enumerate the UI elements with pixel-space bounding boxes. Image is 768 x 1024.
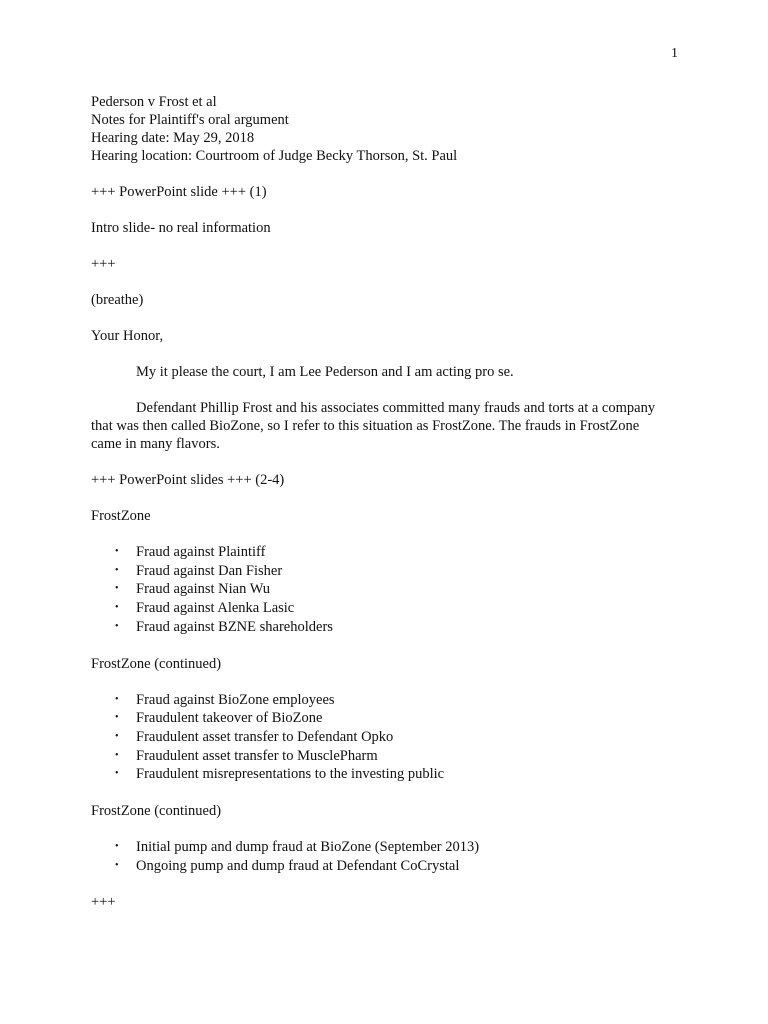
salutation: Your Honor, (91, 328, 164, 344)
section-marker-end: +++ (91, 894, 116, 911)
page-number: 1 (671, 46, 678, 61)
breathe-note: (breathe) (91, 292, 144, 308)
list-item: • Fraudulent takeover of BioZone (115, 710, 323, 727)
intro-slide-note: Intro slide- no real information (91, 220, 271, 236)
bullet-icon: • (115, 546, 119, 557)
list-item: • Ongoing pump and dump fraud at Defendant CoCrystal (115, 857, 460, 874)
list-item: • Initial pump and dump fraud at BioZone (September 2013) (115, 839, 480, 856)
section-marker: +++ (91, 256, 116, 272)
bullet-list (91, 838, 691, 875)
list-item: • Fraud against Alenka Lasic (115, 600, 295, 617)
list-item: • Fraudulent asset transfer to Defendant Opko (115, 728, 394, 745)
bullet-icon: • (115, 749, 119, 761)
bullet-list (91, 543, 691, 637)
bullet-icon: • (115, 730, 119, 742)
argument-paragraph (91, 399, 691, 453)
list-item: • Fraud against Plaintiff (115, 544, 266, 560)
opening-line: My it please the court, I am Lee Pederson and I am acting pro se. (136, 364, 514, 380)
list-item: • Fraudulent asset transfer to MusclePharm (115, 747, 378, 764)
list-item: • Fraud against Nian Wu (115, 581, 271, 598)
list-item: • Fraudulent misrepresentations to the investing public (115, 766, 445, 783)
list-item: • Fraud against Dan Fisher (115, 562, 283, 579)
bullet-icon: • (115, 841, 119, 853)
bullet-icon: • (115, 583, 119, 595)
case-title: Pederson v Frost et al (91, 94, 217, 110)
slides-marker-2-4: +++ PowerPoint slides +++ (2-4) (91, 472, 285, 488)
bullet-list (91, 691, 691, 785)
list-item: • Fraud against BioZone employees (115, 691, 335, 708)
section-heading: FrostZone (continued) (91, 655, 222, 672)
paragraph-line: came in many flavors. (91, 436, 220, 452)
paragraph-line: Defendant Phillip Frost and his associates committed many frauds and torts at a company (136, 400, 656, 416)
hearing-date: Hearing date: May 29, 2018 (91, 130, 255, 146)
section-heading: FrostZone (91, 508, 151, 524)
bullet-icon: • (115, 564, 119, 576)
bullet-icon: • (115, 693, 119, 705)
bullet-icon: • (115, 768, 119, 780)
notes-title: Notes for Plaintiff's oral argument (91, 112, 289, 128)
paragraph-line: that was then called BioZone, so I refer to this situation as FrostZone. The frauds in FrostZone (91, 418, 640, 434)
section-heading: FrostZone (continued) (91, 803, 222, 820)
list-item: • Fraud against BZNE shareholders (115, 618, 333, 635)
bullet-icon: • (115, 602, 119, 614)
bullet-icon: • (115, 712, 119, 724)
bullet-icon: • (115, 859, 119, 871)
hearing-location: Hearing location: Courtroom of Judge Becky Thorson, St. Paul (91, 148, 458, 164)
slide-marker-1: +++ PowerPoint slide +++ (1) (91, 184, 267, 200)
document-body (91, 93, 691, 911)
bullet-icon: • (115, 620, 119, 632)
